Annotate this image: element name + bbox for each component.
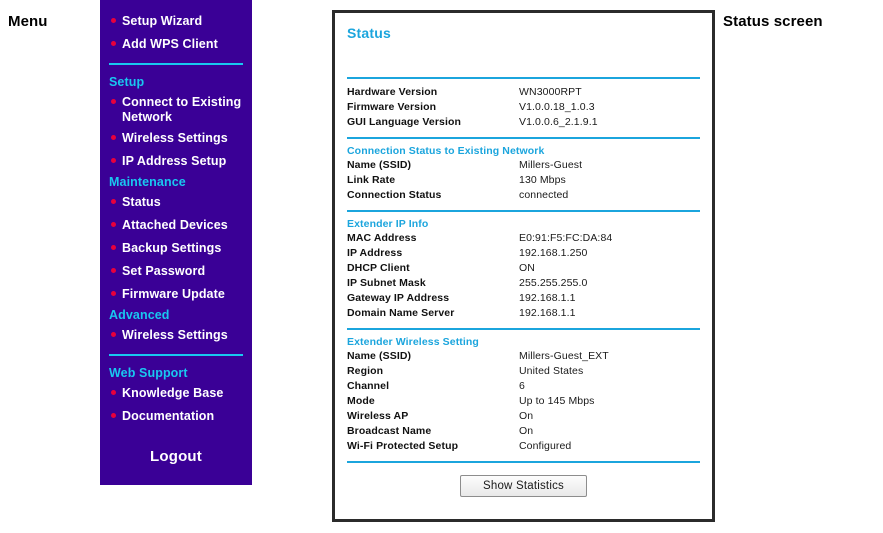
status-row (347, 291, 700, 306)
menu-item-maintenance-backup-settings[interactable]: Backup Settings (100, 239, 252, 258)
menu-item-maintenance-attached-devices[interactable]: Attached Devices (100, 216, 252, 235)
status-screen-annotation-label: Status screen (723, 13, 823, 30)
menu-group-header-advanced: Advanced (109, 308, 170, 322)
status-row-value: V1.0.0.18_1.0.3 (519, 101, 595, 113)
menu-item-setup-connect-to-existing-network[interactable]: Connect to Existing Network (100, 93, 252, 126)
status-screen-panel (332, 10, 715, 522)
status-row (347, 100, 700, 115)
status-row (347, 115, 700, 130)
status-row-value: 130 Mbps (519, 174, 566, 186)
status-row-label: Firmware Version (347, 101, 437, 113)
button-bar (347, 463, 700, 497)
status-row-value: WN3000RPT (519, 86, 582, 98)
menu-item-maintenance-firmware-update[interactable]: Firmware Update (100, 285, 252, 304)
status-row-value: 192.168.1.250 (519, 247, 588, 259)
status-section (347, 139, 700, 210)
logout-button[interactable]: Logout (149, 448, 202, 465)
menu-group-header-maintenance: Maintenance (109, 175, 186, 189)
status-row-value: connected (519, 189, 569, 201)
status-row-label: Link Rate (347, 174, 396, 186)
status-row-value: Millers-Guest_EXT (519, 350, 609, 362)
status-row (347, 439, 700, 454)
menu-group-header-setup: Setup (109, 75, 145, 89)
menu-group-header-web-support: Web Support (109, 366, 188, 380)
status-section (347, 212, 700, 328)
menu-item-setup-ip-address-setup[interactable]: IP Address Setup (100, 152, 252, 171)
status-row-value: Configured (519, 440, 572, 452)
status-row-value: 192.168.1.1 (519, 307, 576, 319)
status-row-label: MAC Address (347, 232, 417, 244)
status-row-label: Channel (347, 380, 390, 392)
status-row-value: ON (519, 262, 535, 274)
section-header: Extender Wireless Setting (347, 336, 479, 348)
status-row-value: 6 (519, 380, 525, 392)
menu-item-setup-wireless-settings[interactable]: Wireless Settings (100, 129, 252, 148)
status-row (347, 409, 700, 424)
status-row (347, 173, 700, 188)
menu-divider (109, 63, 243, 65)
section-header: Connection Status to Existing Network (347, 145, 545, 157)
status-row-label: Gateway IP Address (347, 292, 450, 304)
status-row-label: Domain Name Server (347, 307, 455, 319)
status-row-label: DHCP Client (347, 262, 410, 274)
status-row-label: Mode (347, 395, 375, 407)
menu-annotation-label: Menu (8, 13, 48, 30)
status-row (347, 231, 700, 246)
status-row-label: Name (SSID) (347, 159, 412, 171)
status-row (347, 261, 700, 276)
status-section (347, 330, 700, 461)
status-row (347, 424, 700, 439)
menu-item-maintenance-set-password[interactable]: Set Password (100, 262, 252, 281)
menu-item-advanced-wireless-settings[interactable]: Wireless Settings (100, 326, 252, 345)
navigation-menu-panel (100, 0, 252, 485)
status-row-label: Wi-Fi Protected Setup (347, 440, 459, 452)
navigation-menu-list (100, 0, 252, 465)
status-row-value: Millers-Guest (519, 159, 583, 171)
show-statistics-button[interactable]: Show Statistics (460, 475, 587, 497)
status-row-label: Hardware Version (347, 86, 438, 98)
status-row (347, 85, 700, 100)
status-row-label: Connection Status (347, 189, 442, 201)
menu-divider (109, 354, 243, 356)
status-sections (347, 79, 700, 463)
status-row (347, 158, 700, 173)
menu-item-setup-wizard[interactable]: Setup Wizard (100, 12, 252, 31)
status-row-value: 192.168.1.1 (519, 292, 576, 304)
status-row-label: IP Address (347, 247, 403, 259)
menu-item-add-wps-client[interactable]: Add WPS Client (100, 35, 252, 54)
status-row-label: Wireless AP (347, 410, 409, 422)
status-row-value: On (519, 410, 534, 422)
menu-item-web-support-documentation[interactable]: Documentation (100, 407, 252, 426)
status-row-label: IP Subnet Mask (347, 277, 426, 289)
status-row-value: V1.0.0.6_2.1.9.1 (519, 116, 598, 128)
status-row (347, 364, 700, 379)
status-row (347, 349, 700, 364)
status-row-value: 255.255.255.0 (519, 277, 588, 289)
page-title: Status (347, 25, 391, 41)
status-row-value: E0:91:F5:FC:DA:84 (519, 232, 613, 244)
status-row (347, 246, 700, 261)
status-row-value: On (519, 425, 534, 437)
status-row-label: Region (347, 365, 384, 377)
status-row-value: Up to 145 Mbps (519, 395, 595, 407)
status-row (347, 394, 700, 409)
status-row (347, 306, 700, 321)
status-row-label: GUI Language Version (347, 116, 462, 128)
status-row (347, 276, 700, 291)
status-section (347, 79, 700, 137)
status-row (347, 379, 700, 394)
menu-item-maintenance-status[interactable]: Status (100, 193, 252, 212)
menu-item-web-support-knowledge-base[interactable]: Knowledge Base (100, 384, 252, 403)
status-row-value: United States (519, 365, 584, 377)
status-row-label: Name (SSID) (347, 350, 412, 362)
status-row (347, 188, 700, 203)
section-header: Extender IP Info (347, 218, 429, 230)
status-row-label: Broadcast Name (347, 425, 432, 437)
